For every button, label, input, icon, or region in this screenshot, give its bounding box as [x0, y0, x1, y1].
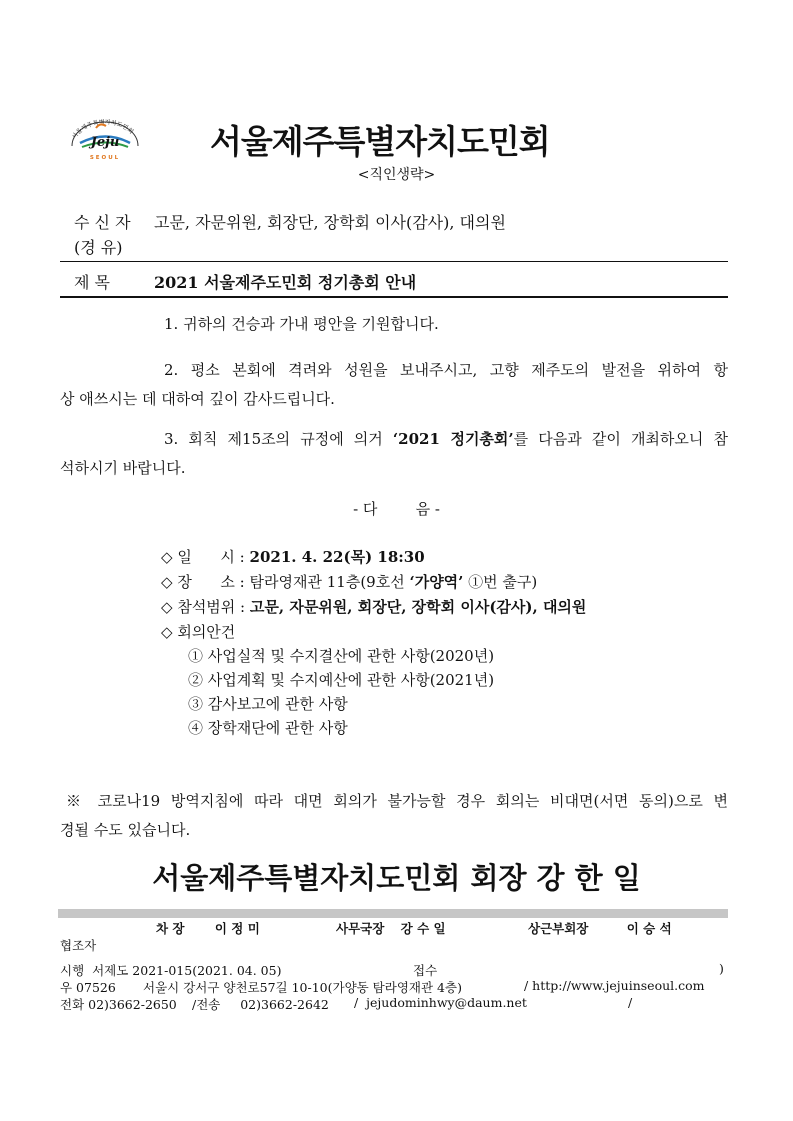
approver-name: 이 정 미	[214, 921, 260, 936]
place-pre: 탐라영재관 11층(9호선	[249, 573, 410, 591]
via-label: (경 유)	[74, 238, 123, 257]
org-title: 서울제주특별자치도민회	[210, 122, 550, 161]
p3-bold: ‘2021 정기총회’	[392, 430, 514, 448]
approver-name: 강 수 일	[400, 921, 446, 936]
attend-value: 고문, 자문위원, 회장단, 장학회 이사(감사), 대의원	[249, 598, 587, 616]
approver-role: 사무국장	[336, 921, 385, 936]
zip-code: 우 07526	[60, 980, 116, 995]
receipt-close: )	[719, 961, 724, 976]
footer-bar	[58, 909, 728, 918]
logo-ring-text: 서울제주특별자치도민회	[70, 118, 135, 141]
attend-label: 참석범위 :	[177, 598, 246, 616]
separator: - 다 음 -	[353, 500, 440, 518]
notice-line-1: ※ 코로나19 방역지침에 따라 대면 회의가 불가능할 경우 회의는 비대면(서면 동의)으로 변	[66, 792, 728, 810]
logo-text: Jeju	[90, 135, 120, 150]
agenda-item: ④ 장학재단에 관한 사항	[188, 719, 348, 737]
approver-1	[156, 919, 260, 937]
covid-notice	[60, 787, 728, 845]
agenda-item: ② 사업계획 및 수지예산에 관한 사항(2021년)	[188, 671, 495, 689]
p3-post: 를 다음과 같이 개최하오니 참	[513, 430, 729, 448]
recipient-label: 수 신 자	[74, 213, 131, 232]
paragraph-1: 1. 귀하의 건승과 가내 평안을 기원합니다.	[164, 315, 439, 333]
detail-place	[161, 571, 537, 592]
divider-top	[60, 261, 728, 262]
fax: /전송 02)3662-2642	[192, 997, 329, 1012]
subject-label: 제 목	[74, 273, 110, 292]
agenda-item: ③ 감사보고에 관한 사항	[188, 695, 348, 713]
receipt-label: 접수	[413, 963, 438, 978]
place-post: ①번 출구)	[463, 573, 538, 591]
subject-value: 2021 서울제주도민회 정기총회 안내	[154, 273, 417, 292]
detail-date	[161, 546, 425, 567]
agenda-item: ① 사업실적 및 수지결산에 관한 사항(2020년)	[188, 647, 495, 665]
diamond-bullet-icon: ◇	[161, 548, 173, 566]
notice-line-2: 경될 수도 있습니다.	[60, 821, 191, 839]
cooperator-label: 협조자	[60, 938, 97, 953]
jeju-logo-icon	[66, 116, 144, 162]
detail-attendees	[161, 596, 586, 617]
place-label: 장 소 :	[177, 573, 245, 591]
approver-3	[528, 919, 672, 937]
paragraph-3-line-2: 석하시기 바랍니다.	[60, 459, 186, 477]
paragraph-2-line-2: 상 애쓰시는 데 대하여 깊이 감사드립니다.	[60, 390, 335, 408]
diamond-bullet-icon: ◇	[161, 573, 173, 591]
recipient-value: 고문, 자문위원, 회장단, 장학회 이사(감사), 대의원	[154, 213, 506, 232]
paragraph-2-line-1: 2. 평소 본회에 격려와 성원을 보내주시고, 고향 제주도의 발전을 위하여 항	[164, 361, 728, 379]
approver-name: 이 승 석	[626, 921, 672, 936]
p3-pre: 3. 회칙 제15조의 규정에 의거	[164, 430, 393, 448]
address: 서울시 강서구 양천로57길 10-10(가양동 탐라영재관 4층)	[143, 980, 462, 995]
divider-subject	[60, 296, 728, 298]
end-slash: /	[628, 995, 633, 1010]
approver-role: 상근부회장	[528, 921, 589, 936]
subject-row	[74, 270, 416, 293]
diamond-bullet-icon: ◇	[161, 598, 173, 616]
approver-2	[336, 919, 446, 937]
paragraph-2	[60, 356, 728, 414]
recipient-row	[74, 210, 506, 233]
paragraph-3-line-1	[60, 425, 728, 454]
diamond-bullet-icon: ◇	[161, 623, 173, 641]
agenda-label: 회의안건	[177, 623, 236, 641]
signature: 서울제주특별자치도민회 회장 강 한 일	[152, 861, 641, 895]
place-bold: ‘가양역’	[409, 573, 464, 591]
email-link[interactable]: / jejudominhwy@daum.net	[354, 995, 527, 1010]
issue-number: 시행 서제도 2021-015(2021. 04. 05)	[60, 963, 282, 978]
logo-sub-text: SEOUL	[89, 155, 121, 161]
paragraph-3	[60, 425, 728, 483]
approver-role: 차 장	[156, 921, 185, 936]
detail-agenda	[161, 621, 235, 642]
seal-note: <직인생략>	[357, 167, 436, 183]
homepage-link[interactable]: / http://www.jejuinseoul.com	[524, 978, 705, 993]
org-logo	[66, 116, 144, 162]
date-value: 2021. 4. 22(목) 18:30	[249, 548, 425, 566]
phone: 전화 02)3662-2650	[60, 997, 177, 1012]
date-label: 일 시 :	[177, 548, 245, 566]
